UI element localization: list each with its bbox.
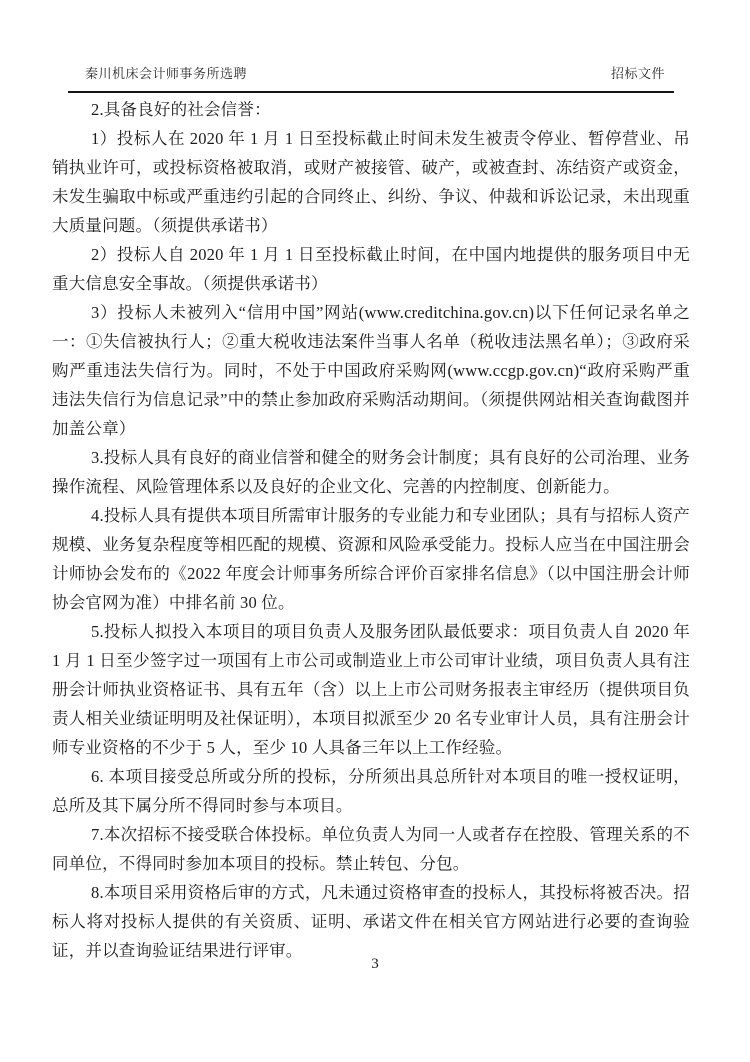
paragraph-2-social-credit-heading: 2.具备良好的社会信誉：	[91, 100, 271, 119]
document-body	[52, 95, 690, 965]
page-number: 3	[371, 956, 379, 972]
paragraph-2-2-no-security-incidents: 2）投标人自 2020 年 1 月 1 日至投标截止时间，在中国内地提供的服务项目中无重大信息安全事故。（须提供承诺书）	[52, 245, 690, 293]
header-right-title: 招标文件	[610, 66, 665, 81]
page-header	[68, 63, 674, 93]
paragraph-7-no-consortium-bids: 7.本次招标不接受联合体投标。单位负责人为同一人或者存在控股、管理关系的不同单位，不得同时参加本项目的投标。禁止转包、分包。	[52, 825, 690, 873]
header-left-title: 秦川机床会计师事务所选聘	[85, 66, 248, 81]
paragraph-6-head-or-branch-office: 6. 本项目接受总所或分所的投标，分所须出具总所针对本项目的唯一授权证明，总所及其下属分所不得同时参与本项目。	[52, 767, 690, 815]
page-footer	[0, 956, 750, 973]
paragraph-4-professional-capability: 4.投标人具有提供本项目所需审计服务的专业能力和专业团队；具有与招标人资产规模、业务复杂程度等相匹配的规模、资源和风险承受能力。投标人应当在中国注册会计师协会发布的《2022 年度会计师事务所综合评价百家排名信息》（以中国注册会计师协会官网为准）中排名前 30 位。	[52, 506, 690, 612]
paragraph-3-business-reputation: 3.投标人具有良好的商业信誉和健全的财务会计制度；具有良好的公司治理、业务操作流程、风险管理体系以及良好的企业文化、完善的内控制度、创新能力。	[52, 448, 690, 496]
paragraph-5-project-team-requirements: 5.投标人拟投入本项目的项目负责人及服务团队最低要求：项目负责人自 2020 年 1 月 1 日至少签字过一项国有上市公司或制造业上市公司审计业绩，项目负责人具有注册会计师执业资格证书、具有五年（含）以上上市公司财务报表主审经历（提供项目负责人相关业绩证明明及社保证明），本项目拟派至少 20 名专业审计人员，具有注册会计师专业资格的不少于 5 人，至少 10 人具备三年以上工作经验。	[52, 622, 690, 757]
paragraph-2-3-credit-china-records: 3）投标人未被列入“信用中国”网站(www.creditchina.gov.cn)以下任何记录名单之一：①失信被执行人；②重大税收违法案件当事人名单（税收违法黑名单）；③政府采购严重违法失信行为。同时，不处于中国政府采购网(www.ccgp.gov.cn)“政府采购严重违法失信行为信息记录”中的禁止参加政府采购活动期间。（须提供网站相关查询截图并加盖公章）	[52, 303, 690, 438]
paragraph-8-post-qualification-review: 8.本项目采用资格后审的方式，凡未通过资格审查的投标人，其投标将被否决。招标人将对投标人提供的有关资质、证明、承诺文件在相关官方网站进行必要的查询验证，并以查询验证结果进行评审。	[52, 883, 690, 960]
paragraph-2-1-no-violations: 1）投标人在 2020 年 1 月 1 日至投标截止时间未发生被责令停业、暂停营业、吊销执业许可，或投标资格被取消，或财产被接管、破产，或被查封、冻结资产或资金，未发生骗取中标或严重违约引起的合同终止、纠纷、争议、仲裁和诉讼记录，未出现重大质量问题。（须提供承诺书）	[52, 129, 690, 235]
